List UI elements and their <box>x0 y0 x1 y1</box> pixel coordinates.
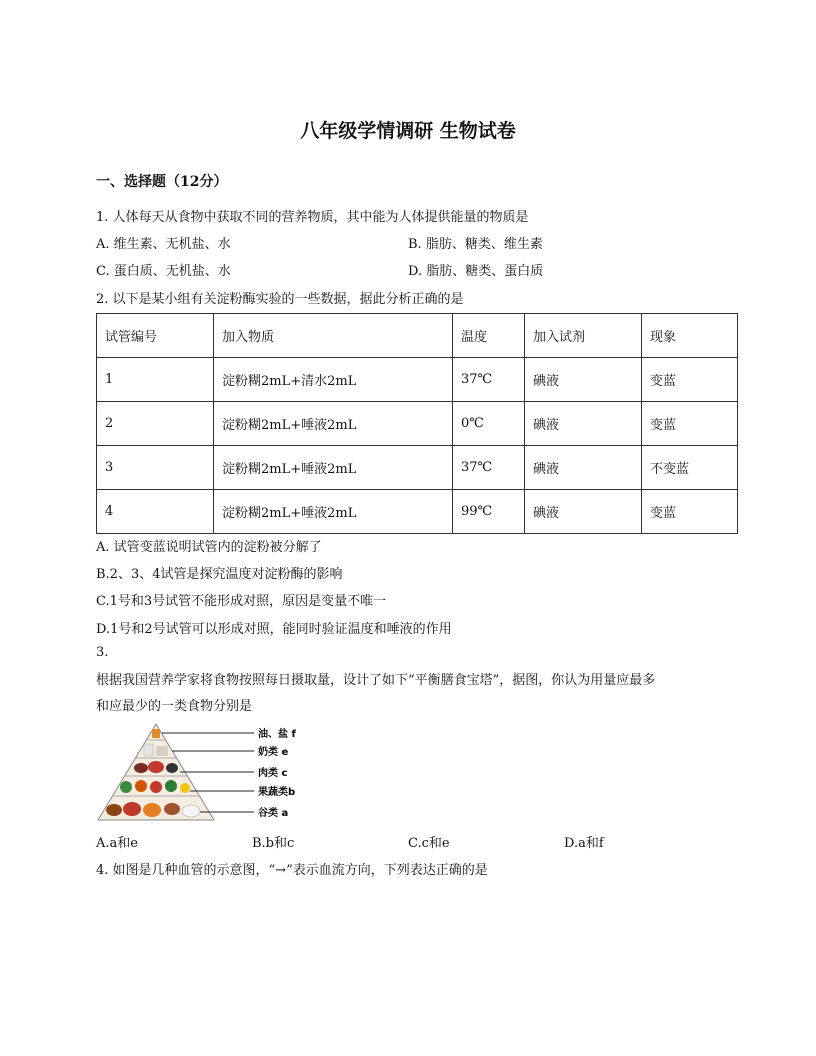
table-cell: 淀粉糊2mL+唾液2mL <box>214 490 453 534</box>
question-1-option-c: C. 蛋白质、无机盐、水 <box>96 264 231 279</box>
question-2-option-d: D.1号和2号试管可以形成对照，能同时验证温度和唾液的作用 <box>96 622 452 637</box>
table-header-row <box>97 314 738 358</box>
pyramid-label-dairy: 奶类 e <box>258 747 289 758</box>
table-cell: 37℃ <box>453 446 525 490</box>
table-cell: 碘液 <box>525 490 642 534</box>
table-cell: 变蓝 <box>642 358 738 402</box>
question-1-option-d: D. 脂肪、糖类、蛋白质 <box>408 264 544 279</box>
pyramid-label-fruit-veg: 果蔬类b <box>258 787 296 798</box>
table-header-cell: 加入试剂 <box>525 314 642 358</box>
table-cell: 3 <box>97 446 214 490</box>
table-cell: 变蓝 <box>642 402 738 446</box>
table-row <box>97 490 738 534</box>
question-3-stem-continued: 和应最少的一类食物分别是 <box>96 699 253 714</box>
question-2-option-b: B.2、3、4试管是探究温度对淀粉酶的影响 <box>96 567 343 582</box>
table-cell: 变蓝 <box>642 490 738 534</box>
question-1-option-b: B. 脂肪、糖类、维生素 <box>408 237 543 252</box>
table-cell: 4 <box>97 490 214 534</box>
page-title: 八年级学情调研 生物试卷 <box>300 120 516 142</box>
table-cell: 不变蓝 <box>642 446 738 490</box>
table-header-cell: 温度 <box>453 314 525 358</box>
question-1-stem: 1. 人体每天从食物中获取不同的营养物质，其中能为人体提供能量的物质是 <box>96 210 529 225</box>
pyramid-label-oil-salt: 油、盐 f <box>258 729 296 740</box>
table-cell: 2 <box>97 402 214 446</box>
table-cell: 37℃ <box>453 358 525 402</box>
question-3-option-b: B.b和c <box>252 836 295 851</box>
table-header-cell: 现象 <box>642 314 738 358</box>
table-header-cell: 加入物质 <box>214 314 453 358</box>
table-cell: 1 <box>97 358 214 402</box>
question-2-stem: 2. 以下是某小组有关淀粉酶实验的一些数据，据此分析正确的是 <box>96 292 464 307</box>
question-2-option-a: A. 试管变蓝说明试管内的淀粉被分解了 <box>96 540 322 555</box>
table-header-cell: 试管编号 <box>97 314 214 358</box>
table-cell: 淀粉糊2mL+唾液2mL <box>214 446 453 490</box>
question-3-stem: 根据我国营养学家将食物按照每日摄取量，设计了如下“平衡膳食宝塔”，据图，你认为用量应最多 <box>96 673 656 688</box>
table-cell: 碘液 <box>525 402 642 446</box>
question-3-option-d: D.a和f <box>564 836 604 851</box>
experiment-table <box>96 313 738 534</box>
question-3-number: 3. <box>96 645 109 660</box>
table-cell: 0℃ <box>453 402 525 446</box>
question-3-option-c: C.c和e <box>408 836 450 851</box>
table-row <box>97 446 738 490</box>
section-heading: 一、选择题（12分） <box>96 174 228 190</box>
table-row <box>97 402 738 446</box>
table-row <box>97 358 738 402</box>
table-cell: 淀粉糊2mL+清水2mL <box>214 358 453 402</box>
pyramid-label-grains: 谷类 a <box>258 808 289 819</box>
food-pyramid-figure <box>96 720 316 825</box>
table-cell: 99℃ <box>453 490 525 534</box>
table-cell: 碘液 <box>525 358 642 402</box>
question-2-option-c: C.1号和3号试管不能形成对照，原因是变量不唯一 <box>96 594 387 609</box>
table-cell: 淀粉糊2mL+唾液2mL <box>214 402 453 446</box>
question-3-option-a: A.a和e <box>96 836 138 851</box>
pyramid-label-meat: 肉类 c <box>258 768 288 779</box>
question-1-option-a: A. 维生素、无机盐、水 <box>96 237 231 252</box>
question-4-stem: 4. 如图是几种血管的示意图，“→”表示血流方向，下列表达正确的是 <box>96 863 488 878</box>
table-cell: 碘液 <box>525 446 642 490</box>
